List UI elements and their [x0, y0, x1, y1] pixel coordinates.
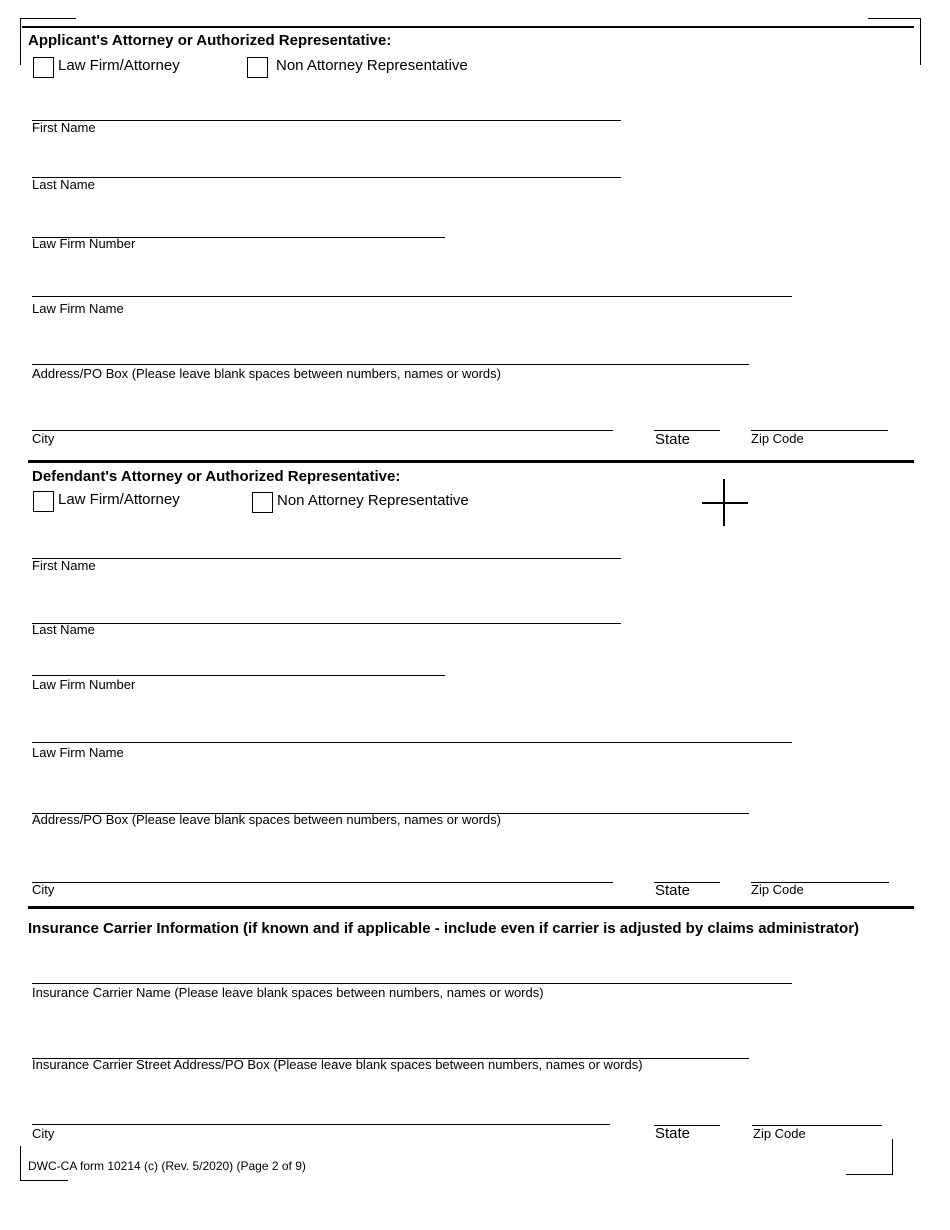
corner-mark-bottom-left	[20, 1180, 68, 1181]
insurance-carrier-name-field[interactable]	[32, 983, 792, 984]
applicant-last-name-field[interactable]	[32, 177, 621, 178]
defendant-law-firm-number-label: Law Firm Number	[32, 677, 136, 692]
insurance-section-header: Insurance Carrier Information (if known and if applicable - include even if carrier is adjusted by claims administrator)	[28, 920, 860, 937]
applicant-law-firm-number-label: Law Firm Number	[32, 236, 136, 251]
defendant-address-label: Address/PO Box (Please leave blank spaces between numbers, names or words)	[32, 812, 501, 827]
defendant-non-attorney-label: Non Attorney Representative	[277, 492, 469, 509]
applicant-zip-label: Zip Code	[751, 431, 804, 446]
corner-mark-top-right	[868, 18, 921, 19]
applicant-city-field[interactable]	[32, 430, 613, 431]
corner-mark-bottom-right	[846, 1174, 893, 1175]
applicant-law-firm-name-field[interactable]	[32, 296, 792, 297]
applicant-state-label: State	[655, 431, 691, 448]
defendant-first-name-label: First Name	[32, 558, 96, 573]
applicant-section-header: Applicant's Attorney or Authorized Representative:	[28, 32, 392, 49]
defendant-city-label: City	[32, 882, 55, 897]
applicant-city-label: City	[32, 431, 55, 446]
applicant-non-attorney-label: Non Attorney Representative	[276, 57, 468, 74]
insurance-city-field[interactable]	[32, 1124, 610, 1125]
defendant-zip-label: Zip Code	[751, 882, 804, 897]
defendant-law-firm-name-field[interactable]	[32, 742, 792, 743]
defendant-section-header: Defendant's Attorney or Authorized Representative:	[32, 468, 401, 485]
defendant-law-firm-label: Law Firm/Attorney	[58, 491, 180, 508]
defendant-last-name-field[interactable]	[32, 623, 621, 624]
applicant-law-firm-checkbox[interactable]	[33, 57, 54, 78]
registration-crosshair-horizontal	[702, 502, 748, 504]
section-divider-2	[28, 906, 914, 909]
top-border	[22, 26, 914, 28]
defendant-city-field[interactable]	[32, 882, 613, 883]
corner-mark-top-left	[20, 18, 76, 19]
insurance-state-label: State	[655, 1125, 691, 1142]
insurance-street-address-label: Insurance Carrier Street Address/PO Box (Please leave blank spaces between numbers, names or words)	[32, 1057, 643, 1072]
defendant-law-firm-number-field[interactable]	[32, 675, 445, 676]
insurance-carrier-name-label: Insurance Carrier Name (Please leave blank spaces between numbers, names or words)	[32, 985, 544, 1000]
insurance-city-label: City	[32, 1126, 55, 1141]
applicant-first-name-field[interactable]	[32, 120, 621, 121]
defendant-first-name-field[interactable]	[32, 558, 621, 559]
applicant-non-attorney-checkbox[interactable]	[247, 57, 268, 78]
corner-mark-top-left-vertical	[20, 18, 21, 65]
defendant-law-firm-checkbox[interactable]	[33, 491, 54, 512]
corner-mark-bottom-right-vertical	[892, 1139, 893, 1174]
applicant-first-name-label: First Name	[32, 120, 96, 135]
applicant-address-label: Address/PO Box (Please leave blank spaces between numbers, names or words)	[32, 366, 501, 381]
form-footer: DWC-CA form 10214 (c) (Rev. 5/2020) (Page 2 of 9)	[28, 1159, 306, 1173]
defendant-state-label: State	[655, 882, 691, 899]
registration-crosshair-vertical	[723, 479, 725, 526]
corner-mark-top-right-vertical	[920, 18, 921, 65]
section-divider-1	[28, 460, 914, 463]
insurance-zip-label: Zip Code	[753, 1126, 806, 1141]
applicant-law-firm-label: Law Firm/Attorney	[58, 57, 180, 74]
defendant-non-attorney-checkbox[interactable]	[252, 492, 273, 513]
applicant-law-firm-name-label: Law Firm Name	[32, 301, 124, 316]
corner-mark-bottom-left-vertical	[20, 1146, 21, 1180]
applicant-last-name-label: Last Name	[32, 177, 95, 192]
applicant-address-field[interactable]	[32, 364, 749, 365]
defendant-law-firm-name-label: Law Firm Name	[32, 745, 124, 760]
defendant-last-name-label: Last Name	[32, 622, 95, 637]
